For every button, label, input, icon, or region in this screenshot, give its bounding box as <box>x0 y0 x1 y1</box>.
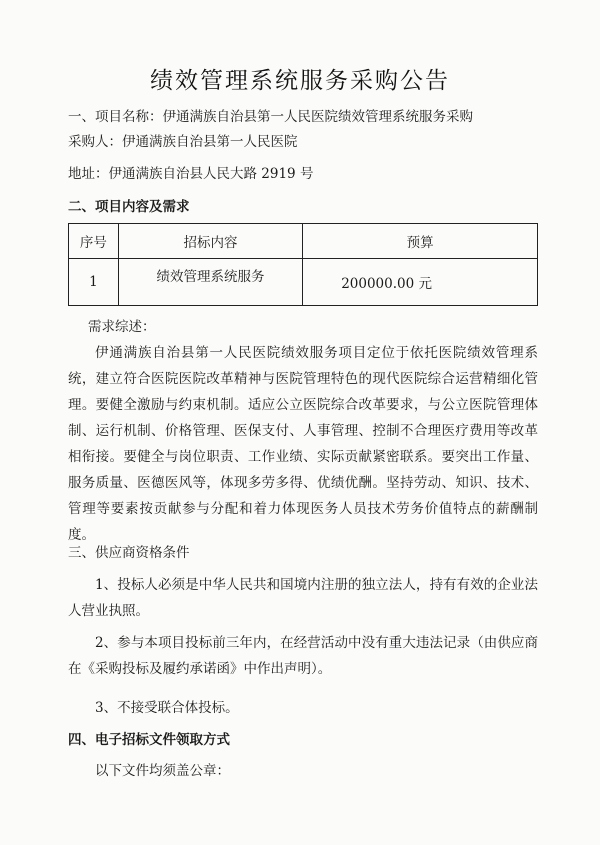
table-header-cell: 招标内容 <box>118 224 302 259</box>
section4-heading: 四、电子招标文件领取方式 <box>68 732 230 748</box>
table-cell: 绩效管理系统服务 <box>118 259 302 306</box>
qualification-item-2: 2、参与本项目投标前三年内，在经营活动中没有重大违法记录（由供应商在《采购投标及履约承诺函》中作出声明）。 <box>68 635 538 677</box>
table-cell: 200000.00 元 <box>303 259 538 306</box>
document-title: 绩效管理系统服务采购公告 <box>150 68 450 94</box>
summary-label: 需求综述： <box>88 319 156 335</box>
table-cell: 1 <box>69 259 119 306</box>
table-header-row <box>69 224 538 259</box>
purchaser-line: 采购人：伊通满族自治县第一人民医院 <box>68 134 298 150</box>
address-line: 地址：伊通满族自治县人民大路 2919 号 <box>68 166 314 182</box>
requirements-table <box>68 223 538 306</box>
table-header-cell: 预算 <box>303 224 538 259</box>
section4-line: 以下文件均须盖公章： <box>95 763 230 779</box>
section2-heading: 二、项目内容及需求 <box>68 199 190 215</box>
qualification-item-1: 1、投标人必须是中华人民共和国境内注册的独立法人，持有有效的企业法人营业执照。 <box>68 577 538 619</box>
summary-paragraph: 伊通满族自治县第一人民医院绩效服务项目定位于依托医院绩效管理系统，建立符合医院医院改革精神与医院管理特色的现代医院综合运营精细化管理。要健全激励与约束机制。适应公立医院综合改革要求，与公立医院管理体制、运行机制、价格管理、医保支付、人事管理、控制不合理医疗费用等改革相衔接。要健全与岗位职责、工作业绩、实际贡献紧密联系。要突出工作量、服务质量、医德医风等，体现多劳多得、优绩优酬。坚持劳动、知识、技术、管理等要素按贡献参与分配和着力体现医务人员技术劳务价值特点的薪酬制度。 <box>68 345 538 543</box>
section3-heading: 三、供应商资格条件 <box>68 545 190 561</box>
table-row <box>69 259 538 306</box>
qualification-item-3: 3、不接受联合体投标。 <box>95 700 239 716</box>
table-header-cell: 序号 <box>69 224 119 259</box>
project-name-heading: 一、项目名称：伊通满族自治县第一人民医院绩效管理系统服务采购 <box>68 109 473 125</box>
